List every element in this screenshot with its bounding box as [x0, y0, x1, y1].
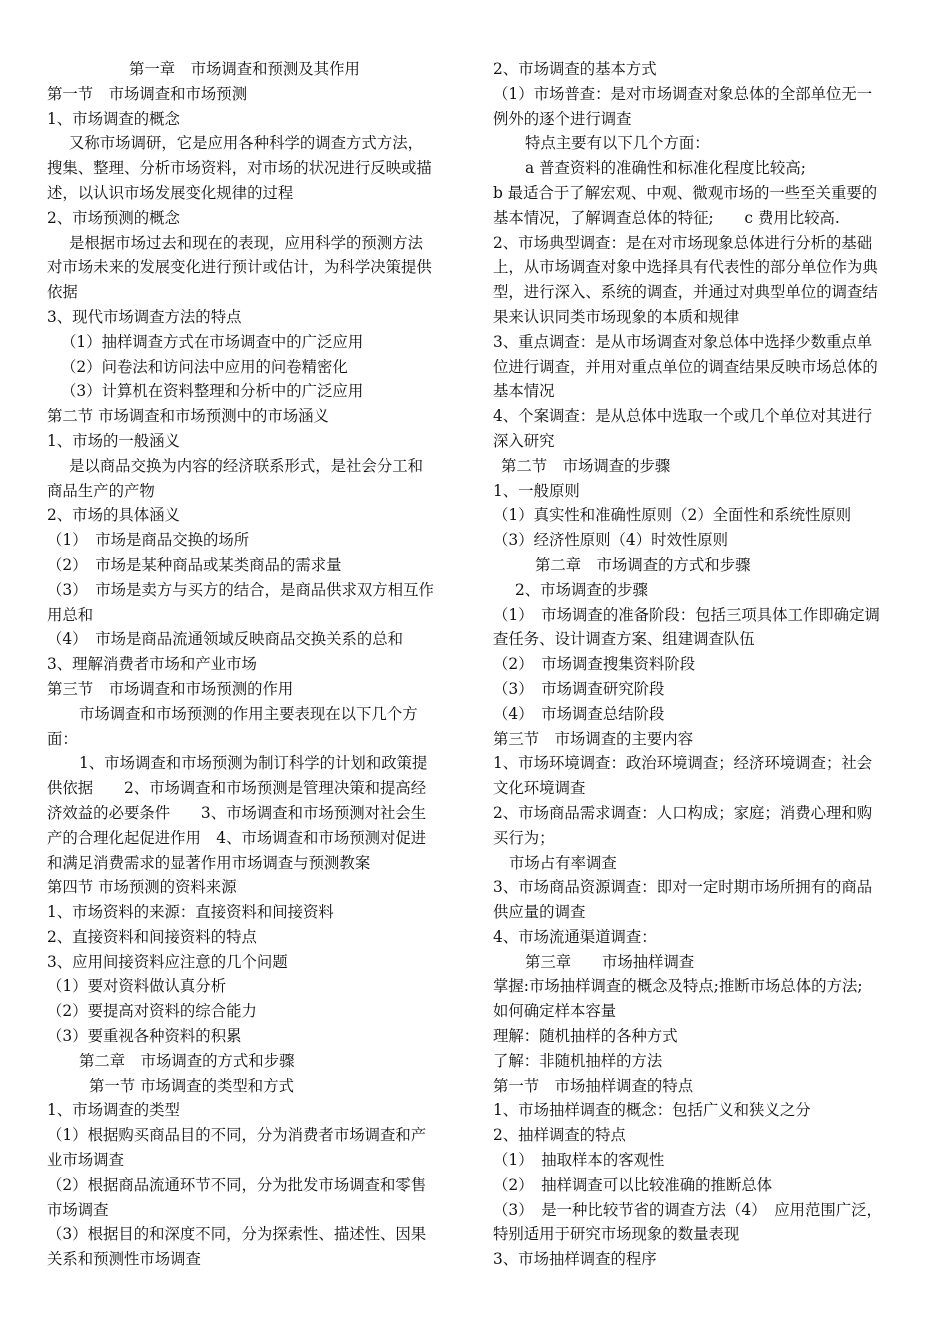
text-line: 产的合理化起促进作用 4、市场调查和市场预测对促进: [47, 828, 427, 847]
text-line: 位进行调查，并用对重点单位的调查结果反映市场总体的: [493, 357, 878, 376]
text-line: 商品生产的产物: [47, 481, 155, 500]
text-line: （2）问卷法和访问法中应用的问卷精密化: [61, 357, 348, 376]
text-line: （1）要对资料做认真分析: [47, 977, 227, 996]
text-line: 特别适用于研究市场现象的数量表现: [493, 1225, 740, 1244]
text-line: 第二章 市场调查的方式和步骤: [535, 555, 751, 574]
text-line: 1、市场抽样调查的概念：包括广义和狭义之分: [493, 1101, 811, 1120]
text-line: 业市场调查: [47, 1151, 124, 1170]
text-line: 2、市场调查的基本方式: [493, 60, 657, 78]
text-line: 查任务、设计调查方案、组建调查队伍: [493, 630, 755, 649]
text-line: 济效益的必要条件 3、市场调查和市场预测对社会生: [47, 803, 427, 822]
text-line: 2、市场的具体涵义: [47, 506, 180, 525]
text-line: 第一节 市场抽样调查的特点: [493, 1076, 694, 1095]
text-line: （1） 市场调查的准备阶段：包括三项具体工作即确定调: [493, 605, 880, 624]
text-line: 2、市场预测的概念: [47, 208, 180, 227]
text-line: 基本情况: [493, 382, 555, 401]
text-line: （4） 市场是商品流通领域反映商品交换关系的总和: [47, 630, 404, 649]
text-line: 了解：非随机抽样的方法: [493, 1051, 663, 1070]
text-line: 是以商品交换为内容的经济联系形式，是社会分工和: [69, 456, 423, 475]
text-line: （1）抽样调查方式在市场调查中的广泛应用: [61, 332, 364, 351]
text-line: 如何确定样本容量: [493, 1002, 617, 1021]
text-line: 掌握:市场抽样调查的概念及特点;推断市场总体的方法;: [493, 977, 863, 996]
text-line: 搜集、整理、分析市场资料，对市场的状况进行反映或描: [47, 159, 432, 178]
text-line: 3、重点调查：是从市场调查对象总体中选择少数重点单: [493, 332, 873, 351]
text-line: 3、应用间接资料应注意的几个问题: [47, 952, 288, 971]
text-line: （1）真实性和准确性原则（2）全面性和系统性原则: [493, 506, 852, 525]
text-line: （3）经济性原则（4）时效性原则: [493, 531, 729, 550]
text-line: 4、市场流通渠道调查：: [493, 927, 657, 946]
text-line: 3、理解消费者市场和产业市场: [47, 655, 257, 674]
text-line: 第一章 市场调查和预测及其作用: [129, 60, 360, 78]
text-line: 2、直接资料和间接资料的特点: [47, 927, 257, 946]
text-line: 依据: [47, 283, 78, 302]
text-line: 第二节 市场调查和市场预测中的市场涵义: [47, 407, 329, 426]
text-line: 1、市场调查的概念: [47, 109, 180, 128]
text-line: 2、市场典型调查：是在对市场现象总体进行分析的基础: [493, 233, 873, 252]
text-line: 第一节 市场调查和市场预测: [47, 84, 248, 103]
text-line: 3、市场抽样调查的程序: [493, 1250, 657, 1269]
text-line: 述，以认识市场发展变化规律的过程: [47, 183, 294, 202]
text-line: 第四节 市场预测的资料来源: [47, 878, 237, 897]
text-line: （3）根据目的和深度不同，分为探索性、描述性、因果: [47, 1225, 427, 1244]
text-line: 第三章 市场抽样调查: [525, 952, 695, 971]
text-line: 果来认识同类市场现象的本质和规律: [493, 307, 740, 326]
text-line: 第三节 市场调查的主要内容: [493, 729, 694, 748]
text-line: （2）根据商品流通环节不同，分为批发市场调查和零售: [47, 1175, 427, 1194]
text-line: 理解：随机抽样的各种方式: [493, 1027, 678, 1046]
text-line: 又称市场调研，它是应用各种科学的调查方式方法，: [69, 134, 423, 153]
text-line: （3） 是一种比较节省的调查方法（4） 应用范围广泛，: [493, 1200, 882, 1219]
text-line: 用总和: [47, 605, 94, 624]
text-line: （1） 抽取样本的客观性: [493, 1151, 665, 1170]
text-line: 1、市场调查和市场预测为制订科学的计划和政策提: [79, 754, 428, 773]
text-line: 1、市场调查的类型: [47, 1101, 180, 1120]
text-line: 面：: [47, 729, 78, 748]
text-line: 4、个案调查：是从总体中选取一个或几个单位对其进行: [493, 407, 873, 426]
text-line: 例外的逐个进行调查: [493, 109, 632, 128]
text-line: 1、一般原则: [493, 481, 580, 500]
text-line: 3、市场商品资源调查：即对一定时期市场所拥有的商品: [493, 878, 873, 897]
right-text-column: [493, 57, 909, 1272]
text-line: （3） 市场是卖方与买方的结合，是商品供求双方相互作: [47, 580, 434, 599]
text-line: 第一节 市场调查的类型和方式: [89, 1076, 294, 1095]
text-line: 第二章 市场调查的方式和步骤: [79, 1051, 295, 1070]
text-line: 第二节 市场调查的步骤: [501, 456, 671, 475]
text-line: （2） 市场是某种商品或某类商品的需求量: [47, 555, 342, 574]
text-line: a 普查资料的准确性和标准化程度比较高;: [525, 159, 806, 178]
text-line: 深入研究: [493, 431, 555, 450]
text-line: 买行为；: [493, 828, 555, 847]
text-line: 3、现代市场调查方法的特点: [47, 307, 242, 326]
text-line: 供应量的调查: [493, 903, 586, 922]
text-line: 市场调查和市场预测的作用主要表现在以下几个方: [79, 704, 418, 723]
text-line: 上，从市场调查对象中选择具有代表性的部分单位作为典: [493, 258, 878, 277]
text-line: b 最适合于了解宏观、中观、微观市场的一些至关重要的: [493, 183, 878, 202]
text-line: （3）计算机在资料整理和分析中的广泛应用: [61, 382, 364, 401]
text-line: （2） 抽样调查可以比较准确的推断总体: [493, 1175, 773, 1194]
text-line: 关系和预测性市场调查: [47, 1250, 201, 1269]
text-line: 2、市场商品需求调查：人口构成；家庭；消费心理和购: [493, 803, 873, 822]
text-line: （1）市场普查：是对市场调查对象总体的全部单位无一: [493, 84, 873, 103]
text-line: 2、抽样调查的特点: [493, 1126, 626, 1145]
text-line: 1、市场的一般涵义: [47, 431, 180, 450]
text-line: 2、市场调查的步骤: [515, 580, 648, 599]
text-line: 基本情况，了解调查总体的特征; c 费用比较高.: [493, 208, 840, 227]
text-line: （1）根据购买商品目的不同，分为消费者市场调查和产: [47, 1126, 427, 1145]
text-line: 1、市场环境调查：政治环境调查；经济环境调查；社会: [493, 754, 873, 773]
text-line: （2）要提高对资料的综合能力: [47, 1002, 257, 1021]
text-line: （4） 市场调查总结阶段: [493, 704, 665, 723]
text-line: 市场占有率调查: [509, 853, 617, 872]
text-line: 对市场未来的发展变化进行预计或估计，为科学决策提供: [47, 258, 432, 277]
text-line: 第三节 市场调查和市场预测的作用: [47, 679, 294, 698]
left-text-column: [47, 57, 463, 1272]
text-line: 文化环境调查: [493, 779, 586, 798]
text-line: （3）要重视各种资料的积累: [47, 1027, 242, 1046]
text-line: 1、市场资料的来源：直接资料和间接资料: [47, 903, 334, 922]
text-line: 市场调查: [47, 1200, 109, 1219]
text-line: （2） 市场调查搜集资料阶段: [493, 655, 696, 674]
text-line: 型，进行深入、系统的调查，并通过对典型单位的调查结: [493, 283, 878, 302]
text-line: （3） 市场调查研究阶段: [493, 679, 665, 698]
text-line: 供依据 2、市场调查和市场预测是管理决策和提高经: [47, 779, 427, 798]
text-line: 和满足消费需求的显著作用市场调查与预测教案: [47, 853, 371, 872]
text-line: 是根据市场过去和现在的表现，应用科学的预测方法: [69, 233, 423, 252]
text-line: （1） 市场是商品交换的场所: [47, 531, 250, 550]
text-line: 特点主要有以下几个方面：: [525, 134, 710, 153]
